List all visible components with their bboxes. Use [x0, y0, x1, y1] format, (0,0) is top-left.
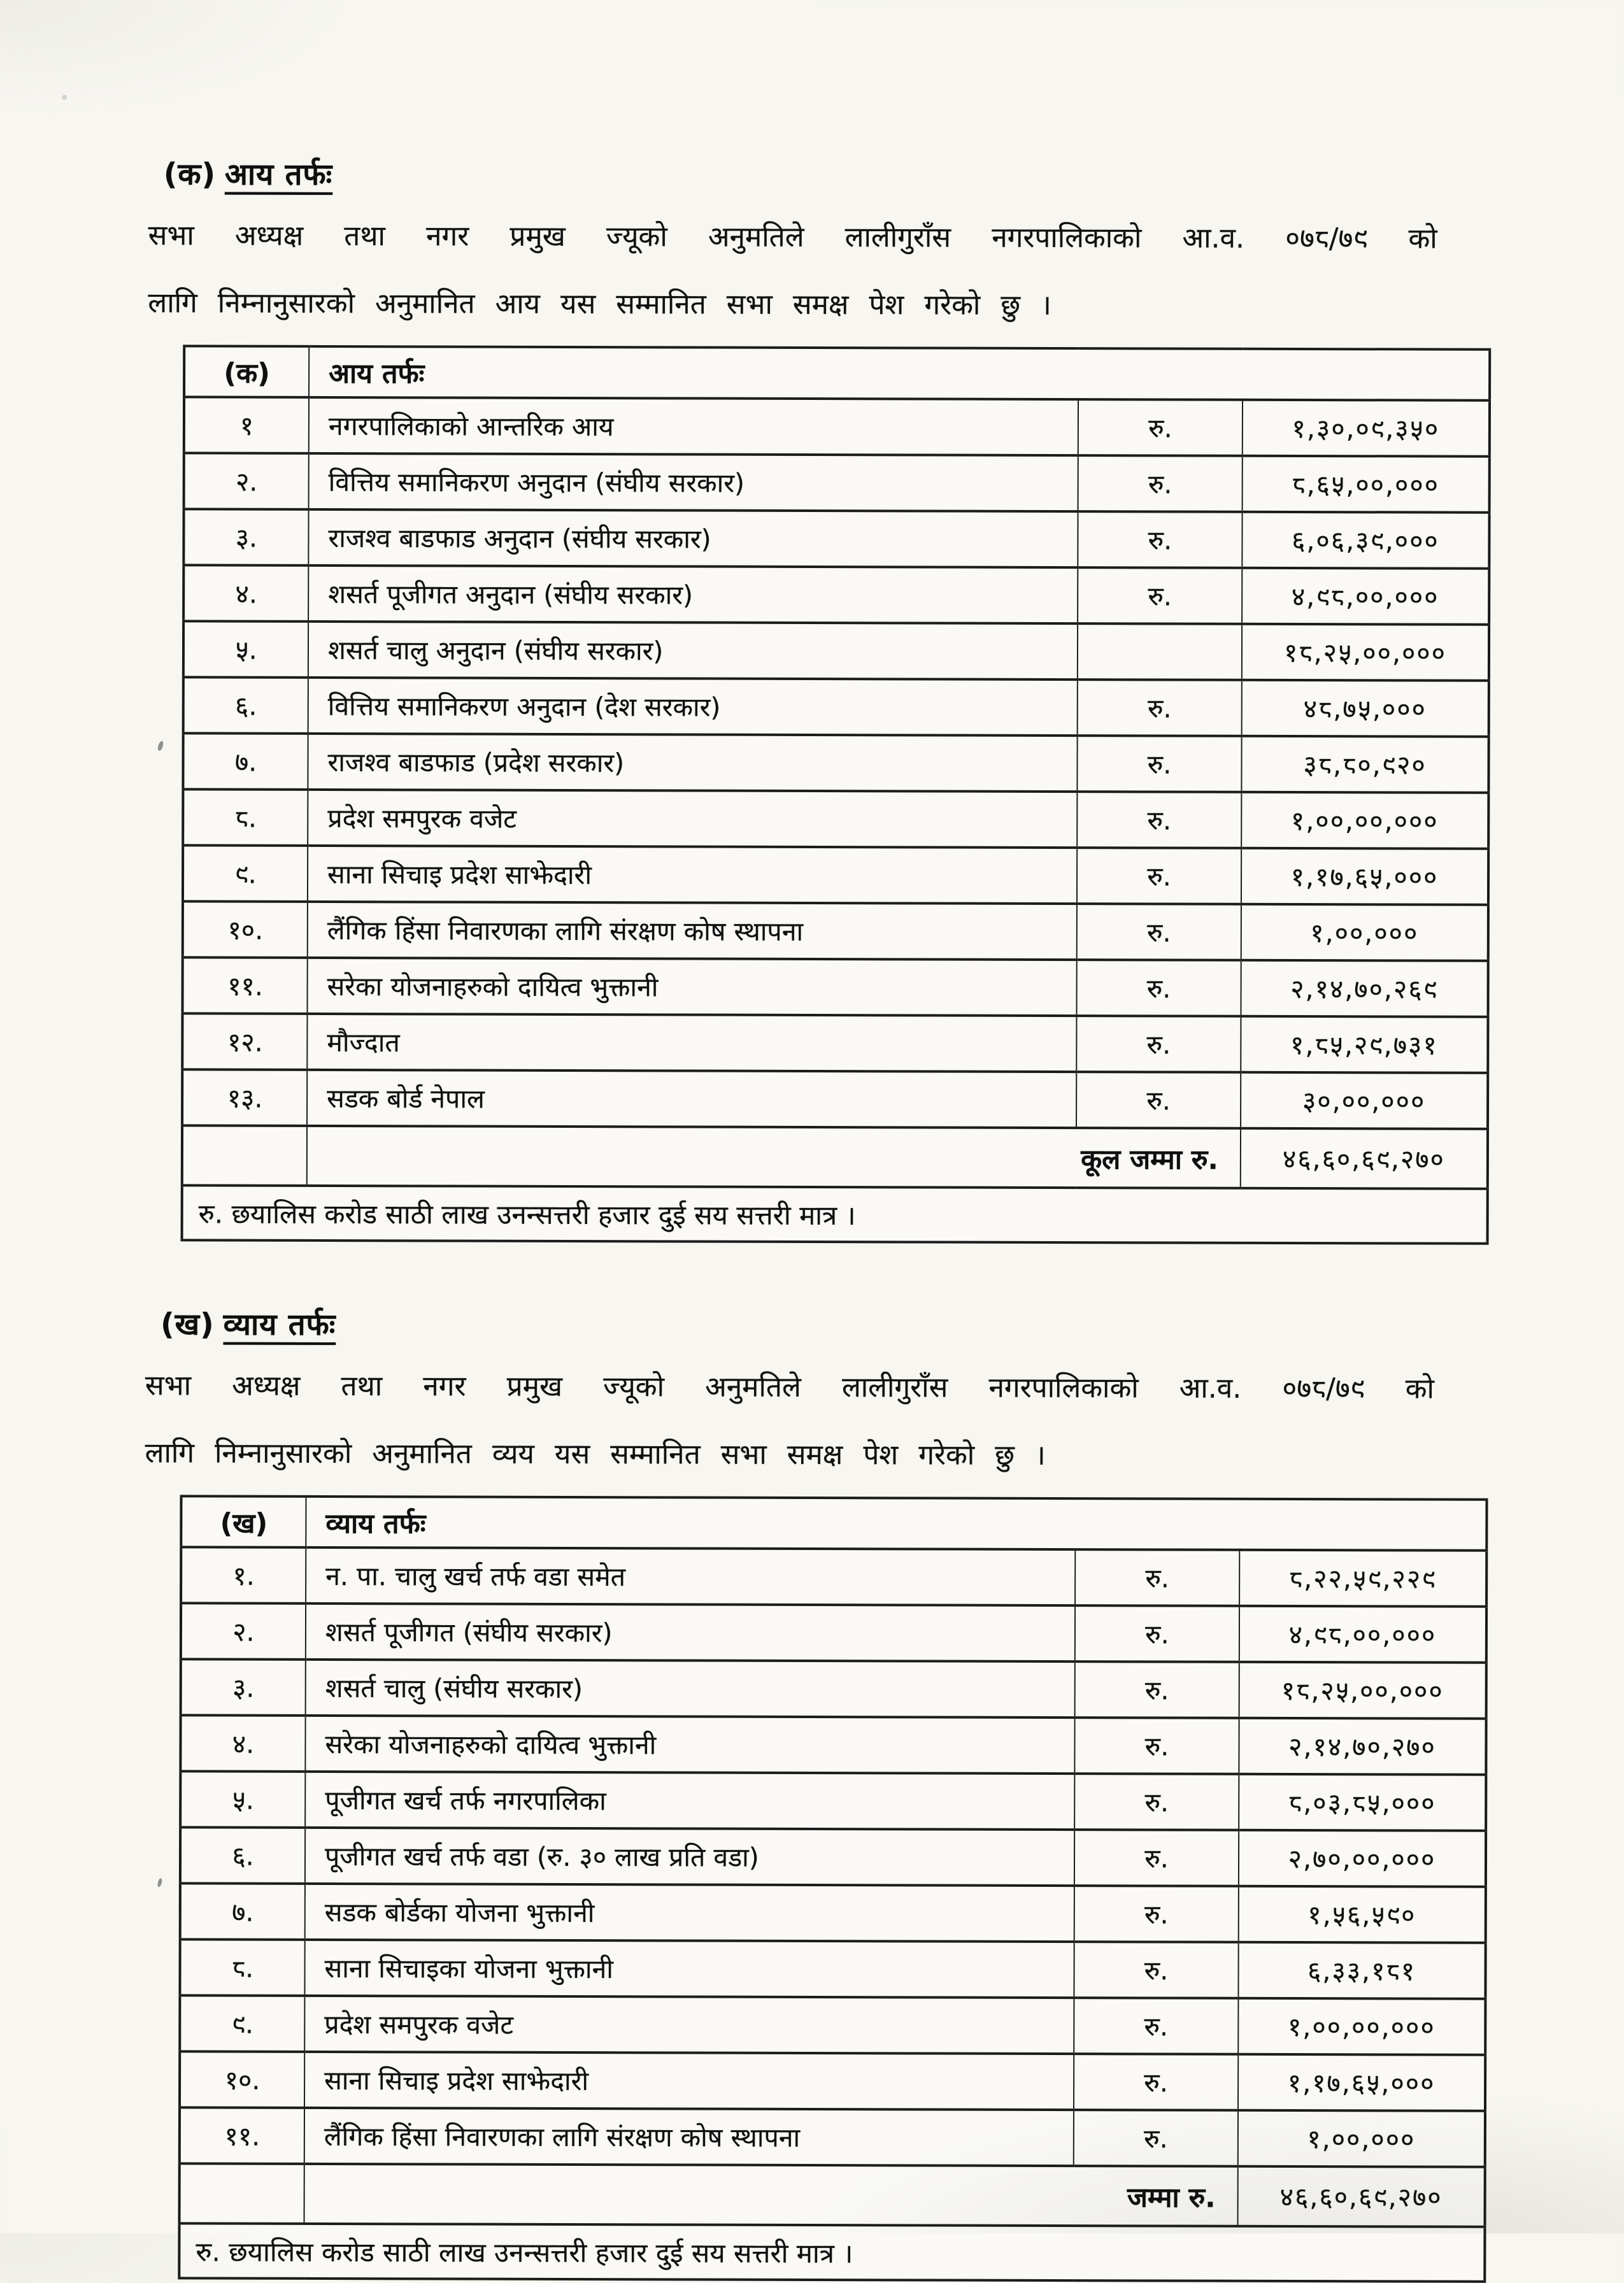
amount-cell: १८,२५,००,०००	[1242, 624, 1489, 681]
income-total-label: कूल जम्मा रु.	[307, 1126, 1241, 1188]
income-header-title: आय तर्फः	[309, 346, 1490, 401]
serial-cell: २.	[181, 1603, 306, 1660]
income-total-amount: ४६,६०,६९,२७०	[1241, 1128, 1488, 1189]
expenditure-section-heading	[160, 1302, 1623, 1347]
income-section-label: (क)	[163, 157, 217, 192]
amount-cell: १,८५,२९,७३१	[1241, 1016, 1488, 1073]
serial-cell: ३.	[181, 1659, 306, 1716]
income-row-13	[182, 1069, 1488, 1128]
serial-cell: ७.	[183, 733, 308, 790]
expenditure-row-7	[180, 1883, 1486, 1942]
currency-cell: रु.	[1078, 399, 1243, 456]
blank-cell	[180, 2163, 304, 2224]
expenditure-row-5	[180, 1771, 1486, 1830]
income-row-3	[183, 509, 1489, 568]
description-cell: शसर्त पूजीगत (संघीय सरकार)	[306, 1604, 1075, 1661]
income-header-serial: (क)	[184, 346, 309, 397]
serial-cell: ११.	[180, 2107, 304, 2164]
expenditure-row-11	[180, 2107, 1485, 2166]
currency-cell: रु.	[1077, 904, 1241, 960]
currency-cell: रु.	[1076, 1072, 1241, 1128]
amount-cell: ३०,००,०००	[1241, 1072, 1488, 1129]
currency-cell: रु.	[1078, 567, 1242, 624]
expenditure-intro-line-1: सभा अध्यक्ष तथा नगर प्रमुख ज्यूको अनुमतिले लालीगुराँस नगरपालिकाको आ.व. ०७८/७९ को	[145, 1369, 1435, 1405]
serial-cell: ९.	[180, 1995, 304, 2052]
serial-cell: ४.	[180, 1715, 305, 1772]
description-cell: लैंगिक हिंसा निवारणका लागि संरक्षण कोष स्थापना	[308, 902, 1077, 960]
description-cell: सरेका योजनाहरुको दायित्व भुक्तानी	[305, 1716, 1074, 1774]
amount-cell: १,००,०००	[1241, 904, 1488, 961]
currency-cell: रु.	[1078, 455, 1243, 512]
income-row-7	[183, 733, 1488, 792]
currency-cell: रु.	[1074, 1886, 1239, 1942]
currency-cell: रु.	[1075, 1549, 1239, 1606]
expenditure-section-title: व्याय तर्फः	[223, 1307, 336, 1343]
income-intro-line-2: लागि निम्नानुसारको अनुमानित आय यस सम्मानित सभा समक्ष पेश गरेको छु ।	[148, 287, 1051, 322]
amount-cell: १,००,००,०००	[1241, 792, 1488, 849]
description-cell: साना सिचाइ प्रदेश साझेदारी	[304, 2052, 1074, 2110]
amount-cell: १,५६,५९०	[1239, 1886, 1486, 1943]
serial-cell: २.	[184, 453, 309, 509]
blank-cell	[182, 1125, 307, 1186]
amount-cell: ६,०६,३९,०००	[1242, 512, 1489, 569]
amount-cell: ४,९८,००,०००	[1242, 568, 1489, 625]
expenditure-total-row	[180, 2163, 1485, 2226]
description-cell: शसर्त पूजीगत अनुदान (संघीय सरकार)	[308, 565, 1078, 623]
currency-cell: रु.	[1075, 1661, 1239, 1718]
expenditure-row-4	[180, 1715, 1486, 1774]
expenditure-row-6	[180, 1827, 1486, 1886]
currency-cell	[1078, 623, 1242, 680]
description-cell: न. पा. चालु खर्च तर्फ वडा समेत	[306, 1547, 1075, 1605]
serial-cell: १	[184, 397, 309, 453]
description-cell: वित्तिय समानिकरण अनुदान (देश सरकार)	[308, 678, 1078, 736]
amount-cell: ८,०३,८५,०००	[1239, 1774, 1486, 1831]
income-table	[181, 345, 1492, 1244]
description-cell: वित्तिय समानिकरण अनुदान (संघीय सरकार)	[309, 453, 1078, 511]
income-table-header-row	[184, 346, 1490, 400]
expenditure-row-2	[181, 1603, 1486, 1662]
serial-cell: १०.	[183, 901, 308, 958]
currency-cell: रु.	[1074, 2110, 1238, 2166]
description-cell: मौज्दात	[307, 1014, 1076, 1072]
expenditure-total-label: जम्मा रु.	[304, 2164, 1238, 2226]
amount-cell: १,१७,६५,०००	[1238, 2054, 1485, 2111]
serial-cell: ४.	[183, 565, 308, 622]
expenditure-row-3	[181, 1659, 1486, 1718]
expenditure-row-8	[180, 1939, 1485, 1998]
expenditure-total-amount: ४६,६०,६९,२७०	[1238, 2166, 1485, 2227]
description-cell: साना सिचाइका योजना भुक्तानी	[304, 1940, 1074, 1998]
income-row-1	[184, 397, 1490, 456]
currency-cell: रु.	[1077, 736, 1241, 792]
income-row-5	[183, 621, 1489, 680]
description-cell: पूजीगत खर्च तर्फ नगरपालिका	[305, 1772, 1074, 1830]
serial-cell: १०.	[180, 2051, 304, 2108]
amount-cell: ३८,८०,९२०	[1241, 736, 1488, 793]
amount-cell: ४८,७५,०००	[1242, 680, 1489, 737]
income-row-11	[183, 957, 1488, 1016]
expenditure-header-title: व्याय तर्फः	[306, 1497, 1486, 1551]
serial-cell: ८.	[183, 789, 308, 846]
amount-cell: १,००,०००	[1238, 2110, 1485, 2167]
income-section-heading	[164, 152, 1624, 197]
serial-cell: ७.	[180, 1883, 305, 1940]
amount-cell: ८,२२,५९,२२९	[1239, 1550, 1486, 1607]
income-row-6	[183, 677, 1489, 736]
expenditure-table	[178, 1495, 1488, 2282]
expenditure-row-1	[181, 1547, 1486, 1606]
description-cell: पूजीगत खर्च तर्फ वडा (रु. ३० लाख प्रति वडा)	[305, 1828, 1074, 1886]
amount-cell: २,१४,७०,२६९	[1241, 960, 1488, 1017]
serial-cell: ६.	[180, 1827, 305, 1884]
currency-cell: रु.	[1078, 679, 1242, 736]
amount-cell: ८,६५,००,०००	[1243, 456, 1490, 513]
income-row-4	[183, 565, 1489, 624]
serial-cell: ८.	[180, 1939, 304, 1996]
expenditure-intro-paragraph	[145, 1365, 1434, 1474]
income-row-12	[182, 1013, 1488, 1072]
amount-cell: २,७०,००,०००	[1239, 1830, 1486, 1887]
currency-cell: रु.	[1078, 511, 1242, 568]
currency-cell: रु.	[1076, 960, 1241, 1016]
serial-cell: ९.	[183, 845, 308, 902]
income-row-10	[183, 901, 1488, 960]
income-amount-in-words-row	[182, 1185, 1488, 1243]
currency-cell: रु.	[1074, 1718, 1239, 1774]
currency-cell: रु.	[1074, 1774, 1239, 1830]
income-intro-paragraph	[148, 215, 1437, 324]
expenditure-amount-in-words-row	[179, 2223, 1485, 2281]
currency-cell: रु.	[1074, 1998, 1238, 2054]
income-row-2	[184, 453, 1490, 512]
description-cell: शसर्त चालु (संघीय सरकार)	[306, 1660, 1075, 1718]
income-row-9	[183, 845, 1488, 904]
expenditure-row-10	[180, 2051, 1485, 2110]
description-cell: राजश्व बाडफाड (प्रदेश सरकार)	[308, 734, 1077, 792]
currency-cell: रु.	[1074, 2054, 1238, 2110]
serial-cell: ५.	[183, 621, 308, 678]
serial-cell: ६.	[183, 677, 308, 734]
currency-cell: रु.	[1074, 1830, 1239, 1886]
income-row-8	[183, 789, 1488, 848]
currency-cell: रु.	[1074, 1942, 1238, 1998]
expenditure-row-9	[180, 1995, 1485, 2054]
description-cell: नगरपालिकाको आन्तरिक आय	[309, 397, 1078, 455]
amount-cell: १८,२५,००,०००	[1239, 1662, 1486, 1719]
amount-cell: ६,३३,१८१	[1238, 1942, 1485, 1999]
serial-cell: ११.	[183, 957, 308, 1014]
expenditure-amount-in-words: रु. छयालिस करोड साठी लाख उनन्सत्तरी हजार दुई सय सत्तरी मात्र ।	[179, 2223, 1485, 2281]
currency-cell: रु.	[1077, 792, 1241, 848]
scan-speck	[62, 95, 67, 100]
description-cell: साना सिचाइ प्रदेश साझेदारी	[308, 846, 1077, 904]
income-section-title: आय तर्फः	[224, 157, 333, 193]
serial-cell: ३.	[183, 509, 308, 565]
amount-cell: ४,९८,००,०००	[1239, 1606, 1486, 1663]
expenditure-section-label: (ख)	[160, 1307, 215, 1342]
currency-cell: रु.	[1076, 1016, 1241, 1072]
amount-cell: १,१७,६५,०००	[1241, 848, 1488, 905]
amount-cell: २,१४,७०,२७०	[1239, 1718, 1486, 1775]
description-cell: लैंगिक हिंसा निवारणका लागि संरक्षण कोष स्थापना	[304, 2108, 1074, 2166]
currency-cell: रु.	[1075, 1605, 1239, 1662]
serial-cell: १२.	[182, 1013, 307, 1070]
income-amount-in-words: रु. छयालिस करोड साठी लाख उनन्सत्तरी हजार दुई सय सत्तरी मात्र ।	[182, 1185, 1488, 1243]
income-total-row	[182, 1125, 1488, 1188]
expenditure-intro-line-2: लागि निम्नानुसारको अनुमानित व्यय यस सम्मानित सभा समक्ष पेश गरेको छु ।	[145, 1437, 1046, 1472]
amount-cell: १,००,००,०००	[1238, 1998, 1485, 2055]
description-cell: सडक बोर्डका योजना भुक्तानी	[305, 1884, 1074, 1942]
description-cell: सडक बोर्ड नेपाल	[307, 1070, 1076, 1128]
serial-cell: १३.	[182, 1069, 307, 1126]
income-intro-line-1: सभा अध्यक्ष तथा नगर प्रमुख ज्यूको अनुमतिले लालीगुराँस नगरपालिकाको आ.व. ०७८/७९ को	[148, 219, 1437, 255]
description-cell: प्रदेश समपुरक वजेट	[304, 1996, 1074, 2054]
currency-cell: रु.	[1077, 848, 1241, 904]
serial-cell: ५.	[180, 1771, 305, 1828]
serial-cell: १.	[181, 1547, 306, 1604]
description-cell: सरेका योजनाहरुको दायित्व भुक्तानी	[308, 958, 1077, 1016]
amount-cell: १,३०,०९,३५०	[1243, 400, 1490, 457]
expenditure-header-serial: (ख)	[181, 1496, 306, 1547]
expenditure-table-header-row	[181, 1496, 1486, 1550]
description-cell: प्रदेश समपुरक वजेट	[308, 790, 1077, 848]
description-cell: राजश्व बाडफाड अनुदान (संघीय सरकार)	[308, 509, 1078, 567]
description-cell: शसर्त चालु अनुदान (संघीय सरकार)	[308, 622, 1078, 679]
